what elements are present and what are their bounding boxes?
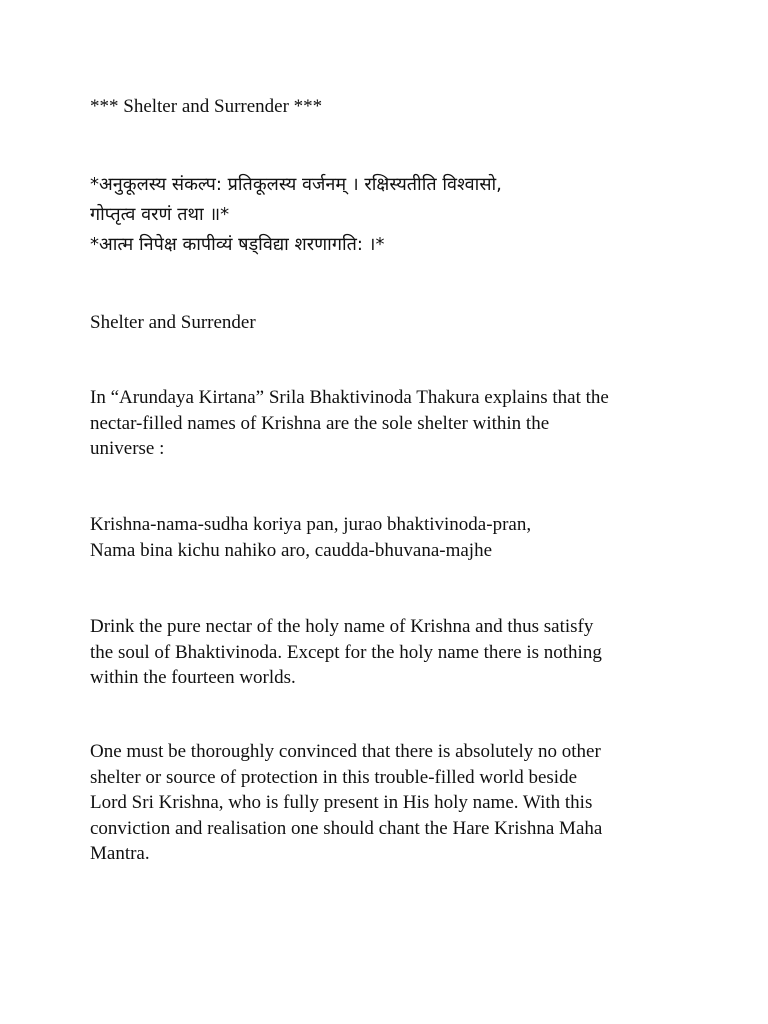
sanskrit-verse	[90, 170, 690, 260]
paragraph-line: Nama bina kichu nahiko aro, caudda-bhuvana-majhe	[90, 539, 493, 561]
paragraph-line: shelter or source of protection in this trouble-filled world beside	[90, 766, 578, 788]
paragraph-translation	[90, 614, 690, 691]
section-heading-text: Shelter and Surrender	[90, 312, 256, 333]
paragraph-song-verse	[90, 512, 690, 563]
paragraph-line: universe :	[90, 438, 165, 459]
paragraph-line: Krishna-nama-sudha koriya pan, jurao bhaktivinoda-pran,	[90, 514, 532, 535]
paragraph-line: nectar-filled names of Krishna are the sole shelter within the	[90, 412, 550, 434]
paragraph-line: Lord Sri Krishna, who is fully present in His holy name. With this	[90, 792, 593, 813]
paragraph-line: One must be thoroughly convinced that there is absolutely no other	[90, 741, 601, 762]
verse-line: गोप्तृत्व वरणं तथा ॥*	[90, 204, 230, 225]
paragraph-line: the soul of Bhaktivinoda. Except for the holy name there is nothing	[90, 641, 602, 663]
paragraph-line: conviction and realisation one should chant the Hare Krishna Maha	[90, 817, 603, 839]
verse-line: *आत्म निपेक्ष कापीव्यं षड्विद्या शरणागति: ।*	[90, 234, 385, 255]
section-heading	[90, 310, 690, 336]
verse-line: *अनुकूलस्य संकल्प: प्रतिकूलस्य वर्जनम् । रक्षिस्यतीति विश्वासो,	[90, 174, 502, 195]
paragraph-line: In “Arundaya Kirtana” Srila Bhaktivinoda Thakura explains that the	[90, 387, 609, 408]
paragraph-line: Drink the pure nectar of the holy name of Krishna and thus satisfy	[90, 616, 594, 637]
paragraph-line: Mantra.	[90, 843, 150, 864]
title-text: *** Shelter and Surrender ***	[90, 96, 323, 117]
paragraph-line: within the fourteen worlds.	[90, 667, 296, 688]
paragraph-intro	[90, 385, 690, 462]
document-title	[90, 94, 690, 120]
paragraph-conclusion	[90, 739, 690, 867]
